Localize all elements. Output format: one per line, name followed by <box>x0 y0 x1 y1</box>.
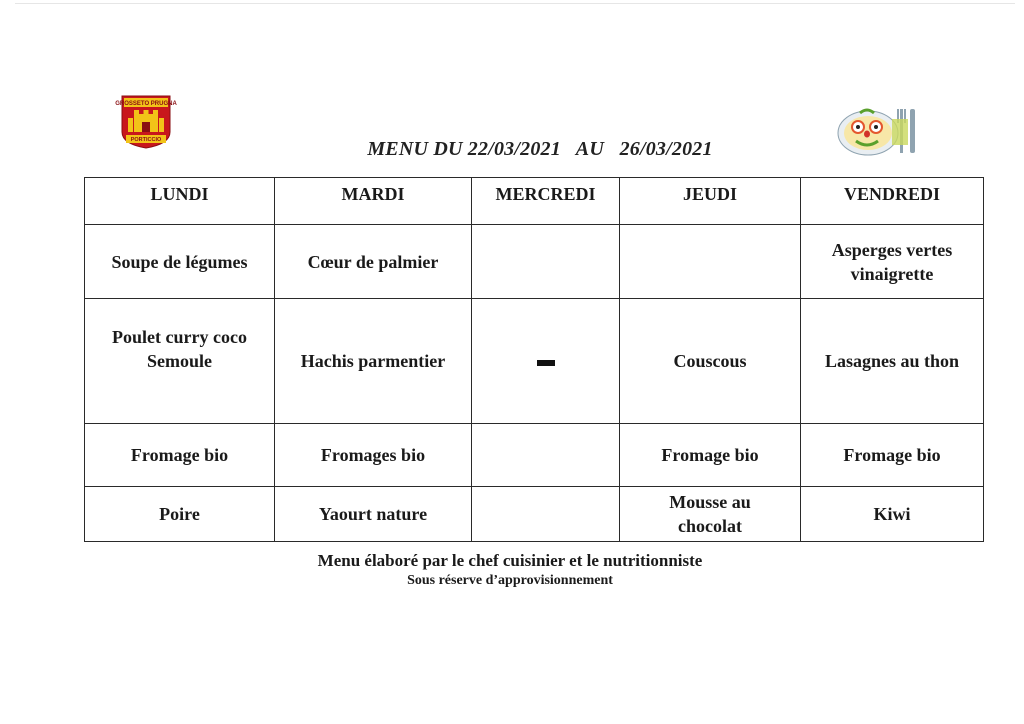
dessert-row <box>85 487 984 542</box>
menu-cell: Soupe de légumes <box>85 225 275 299</box>
menu-cell-text: Poulet curry coco Semoule <box>112 327 247 371</box>
menu-cell: Yaourt nature <box>275 487 472 542</box>
footer-disclaimer: Sous réserve d’approvisionnement <box>407 573 613 588</box>
menu-cell <box>85 299 275 424</box>
menu-cell: Fromage bio <box>801 424 984 487</box>
menu-title: MENU DU 22/03/2021 AU 26/03/2021 <box>367 138 713 160</box>
day-header: JEUDI <box>620 178 801 225</box>
footer-note: Menu élaboré par le chef cuisinier et le nutritionniste <box>317 551 703 570</box>
weekly-menu-table <box>84 177 984 542</box>
menu-cell: Fromage bio <box>620 424 801 487</box>
menu-cell-text: Mousse au chocolat <box>669 492 751 536</box>
menu-cell: Cœur de palmier <box>275 225 472 299</box>
day-header: LUNDI <box>85 178 275 225</box>
smiley-plate-icon <box>830 101 922 159</box>
menu-cell <box>472 299 620 424</box>
main-course-row <box>85 299 984 424</box>
menu-cell: Poire <box>85 487 275 542</box>
crest-bottom-text: PORTICCIO <box>130 137 162 143</box>
menu-cell <box>620 225 801 299</box>
page-top-edge <box>15 3 1015 4</box>
menu-cell <box>801 225 984 299</box>
menu-cell <box>472 225 620 299</box>
cheese-row <box>85 424 984 487</box>
menu-cell <box>472 424 620 487</box>
menu-cell: Fromages bio <box>275 424 472 487</box>
menu-cell <box>620 487 801 542</box>
menu-cell: Kiwi <box>801 487 984 542</box>
menu-cell <box>472 487 620 542</box>
no-meal-dash <box>537 360 555 366</box>
castle-crest-icon <box>115 94 177 150</box>
day-header: MERCREDI <box>472 178 620 225</box>
starter-row <box>85 225 984 299</box>
menu-cell: Lasagnes au thon <box>801 299 984 424</box>
smiley-plate-logo <box>830 101 922 159</box>
town-crest-logo <box>115 94 177 150</box>
day-header-row <box>85 178 984 225</box>
menu-cell: Couscous <box>620 299 801 424</box>
crest-top-text: GROSSETO PRUGNA <box>115 101 177 107</box>
menu-cell-text: Asperges vertes vinaigrette <box>831 239 953 284</box>
menu-cell: Fromage bio <box>85 424 275 487</box>
menu-cell: Hachis parmentier <box>275 299 472 424</box>
day-header: MARDI <box>275 178 472 225</box>
day-header: VENDREDI <box>801 178 984 225</box>
